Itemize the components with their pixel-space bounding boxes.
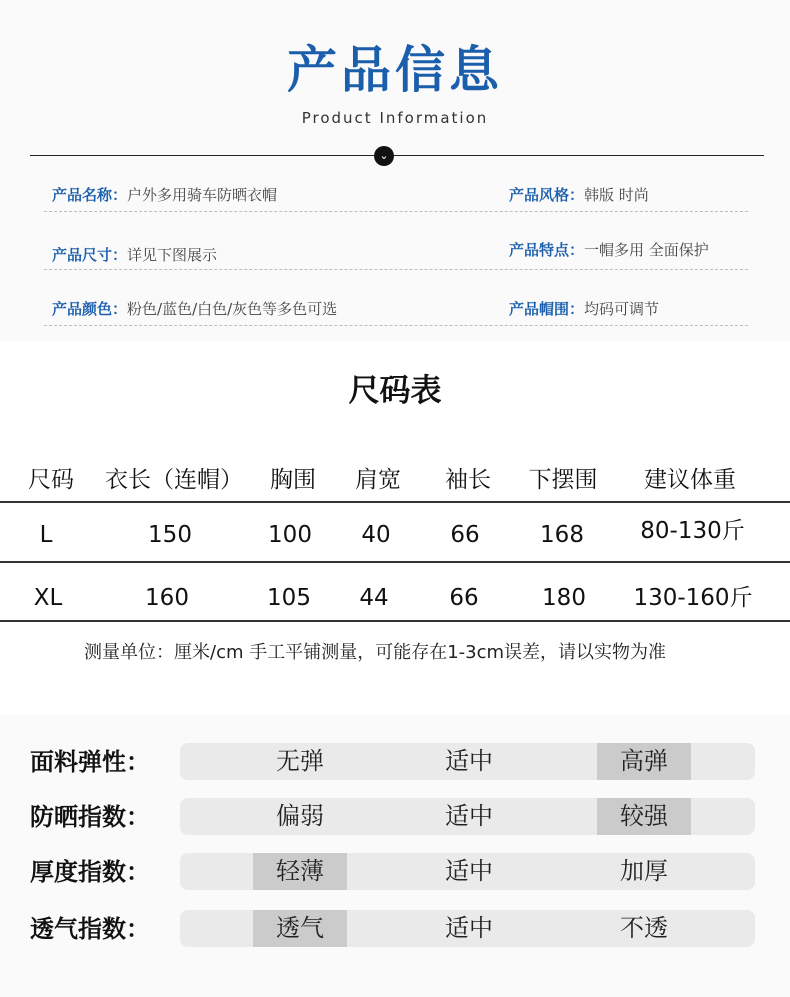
attribute-option-selected: 透气 [253, 910, 347, 947]
attribute-label: 防晒指数： [30, 803, 150, 831]
attribute-option: 适中 [445, 747, 493, 775]
attribute-row-thickness [0, 852, 790, 892]
info-item-size [52, 242, 217, 268]
attribute-option: 适中 [445, 802, 493, 830]
sleeve-cell: 66 [450, 522, 480, 548]
attribute-row-breathability [0, 909, 790, 949]
info-key: 产品帽围： [509, 300, 585, 318]
length-cell: 150 [148, 522, 192, 548]
product-info-section [0, 0, 790, 342]
info-value: 粉色/蓝色/白色/灰色等多色可选 [127, 300, 338, 318]
info-item-hat-size [509, 296, 659, 322]
table-divider [0, 620, 790, 622]
info-item-name [52, 182, 277, 208]
attribute-option: 适中 [445, 914, 493, 942]
hem-cell: 168 [540, 522, 584, 548]
attribute-option-selected: 较强 [597, 798, 691, 835]
chevron-down-icon: ⌄ [374, 146, 394, 166]
attribute-row-sun-protection [0, 797, 790, 837]
product-info-subtitle: Product Information [301, 109, 489, 127]
weight-cell: 80-130斤 [640, 518, 745, 544]
chest-cell: 100 [268, 522, 312, 548]
table-divider [0, 501, 790, 503]
attribute-option: 适中 [445, 857, 493, 885]
attributes-section [0, 715, 790, 997]
info-row [44, 182, 748, 212]
size-chart-title: 尺码表 [348, 373, 442, 409]
info-value: 一帽多用 全面保护 [584, 241, 709, 259]
header-cell: 胸围 [270, 467, 316, 493]
header-cell: 袖长 [445, 467, 491, 493]
info-item-color [52, 296, 337, 322]
size-cell: L [39, 522, 53, 548]
info-key: 产品特点： [509, 241, 585, 259]
header-cell: 衣长（连帽） [105, 467, 243, 493]
size-cell: XL [33, 585, 63, 611]
attribute-option-selected: 轻薄 [253, 853, 347, 890]
weight-cell: 130-160斤 [633, 585, 753, 611]
section-divider [30, 155, 764, 156]
attribute-label: 面料弹性： [30, 748, 150, 776]
chest-cell: 105 [267, 585, 311, 611]
length-cell: 160 [145, 585, 189, 611]
shoulder-cell: 40 [361, 522, 391, 548]
info-value: 均码可调节 [584, 300, 660, 318]
info-item-style [509, 182, 649, 208]
attribute-option: 加厚 [620, 857, 668, 885]
shoulder-cell: 44 [359, 585, 389, 611]
attribute-label: 厚度指数： [30, 858, 150, 886]
attribute-option: 不透 [620, 914, 668, 942]
info-value: 户外多用骑车防晒衣帽 [127, 186, 278, 204]
info-row [44, 296, 748, 326]
header-cell: 肩宽 [355, 467, 401, 493]
header-cell: 下摆围 [528, 467, 598, 493]
product-info-title: 产品信息 [287, 41, 503, 99]
hem-cell: 180 [542, 585, 586, 611]
info-row [44, 240, 748, 270]
header-cell: 尺码 [28, 467, 74, 493]
attribute-option: 无弹 [276, 747, 324, 775]
info-key: 产品名称： [52, 186, 128, 204]
info-value: 详见下图展示 [127, 246, 218, 264]
info-item-feature [509, 237, 709, 263]
info-key: 产品风格： [509, 186, 585, 204]
info-key: 产品颜色： [52, 300, 128, 318]
sleeve-cell: 66 [449, 585, 479, 611]
attribute-label: 透气指数： [30, 915, 150, 943]
attribute-option-selected: 高弹 [597, 743, 691, 780]
info-key: 产品尺寸： [52, 246, 128, 264]
attribute-row-elasticity [0, 742, 790, 782]
header-cell: 建议体重 [644, 467, 736, 493]
table-divider [0, 561, 790, 563]
info-value: 韩版 时尚 [584, 186, 649, 204]
measurement-note: 测量单位：厘米/cm 手工平铺测量，可能存在1-3cm误差，请以实物为准 [84, 642, 667, 663]
attribute-option: 偏弱 [276, 802, 324, 830]
